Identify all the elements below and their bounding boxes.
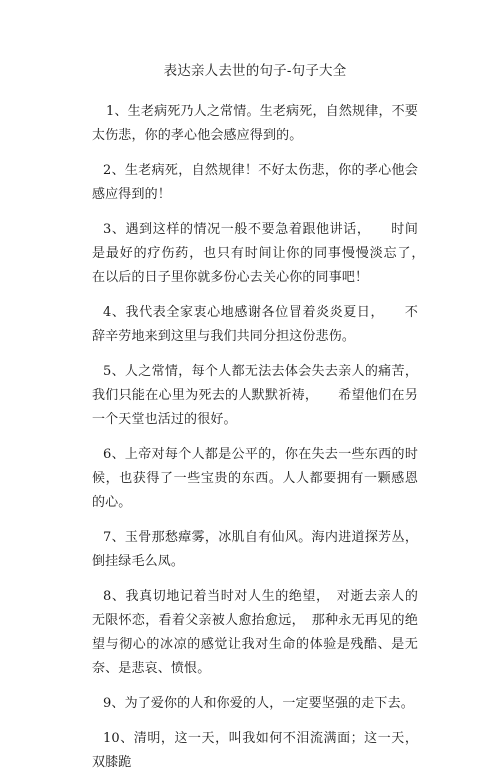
- paragraph-10: 10、清明，这一天，叫我如何不泪流满面；这一天，双膝跪: [92, 731, 418, 770]
- paragraph-6: 6、上帝对每个人都是公平的，你在失去一些东西的时候，也获得了一些宝贵的东西。人人都要拥有一颗感恩的心。: [92, 447, 418, 510]
- paragraph-4: 4、我代表全家衷心地感谢各位冒着炎炎夏日， 不辞辛劳地来到这里与我们共同分担这份悲伤。: [92, 305, 418, 344]
- document-title: 表达亲人去世的句子-句子大全: [163, 63, 347, 79]
- paragraph-7: 7、玉骨那愁瘴雾，冰肌自有仙风。海内进道探芳丛，倒挂绿毛么凤。: [92, 530, 418, 569]
- paragraph-2: 2、生老病死，自然规律！不好太伤悲，你的孝心他会感应得到的！: [92, 163, 418, 202]
- paragraph-1: 1、生老病死乃人之常情。生老病死，自然规律，不要太伤悲，你的孝心他会感应得到的。: [92, 104, 418, 143]
- paragraph-3: 3、遇到这样的情况一般不要急着跟他讲话， 时间是最好的疗伤药，也只有时间让你的同事慢慢淡忘了， 在以后的日子里你就多份心去关心你的同事吧！: [92, 222, 445, 285]
- paragraph-8: 8、我真切地记着当时对人生的绝望， 对逝去亲人的无限怀恋，看着父亲被人愈抬愈远， 那种永无再见的绝望与彻心的冰凉的感觉让我对生命的体验是残酷、是无奈、是悲哀、愤恨。: [92, 589, 418, 676]
- paragraph-5: 5、人之常情，每个人都无法去体会失去亲人的痛苦，我们只能在心里为死去的人默默祈祷， 希望他们在另一个天堂也活过的很好。: [92, 364, 418, 427]
- paragraph-9: 9、为了爱你的人和你爱的人，一定要坚强的走下去。: [103, 696, 414, 711]
